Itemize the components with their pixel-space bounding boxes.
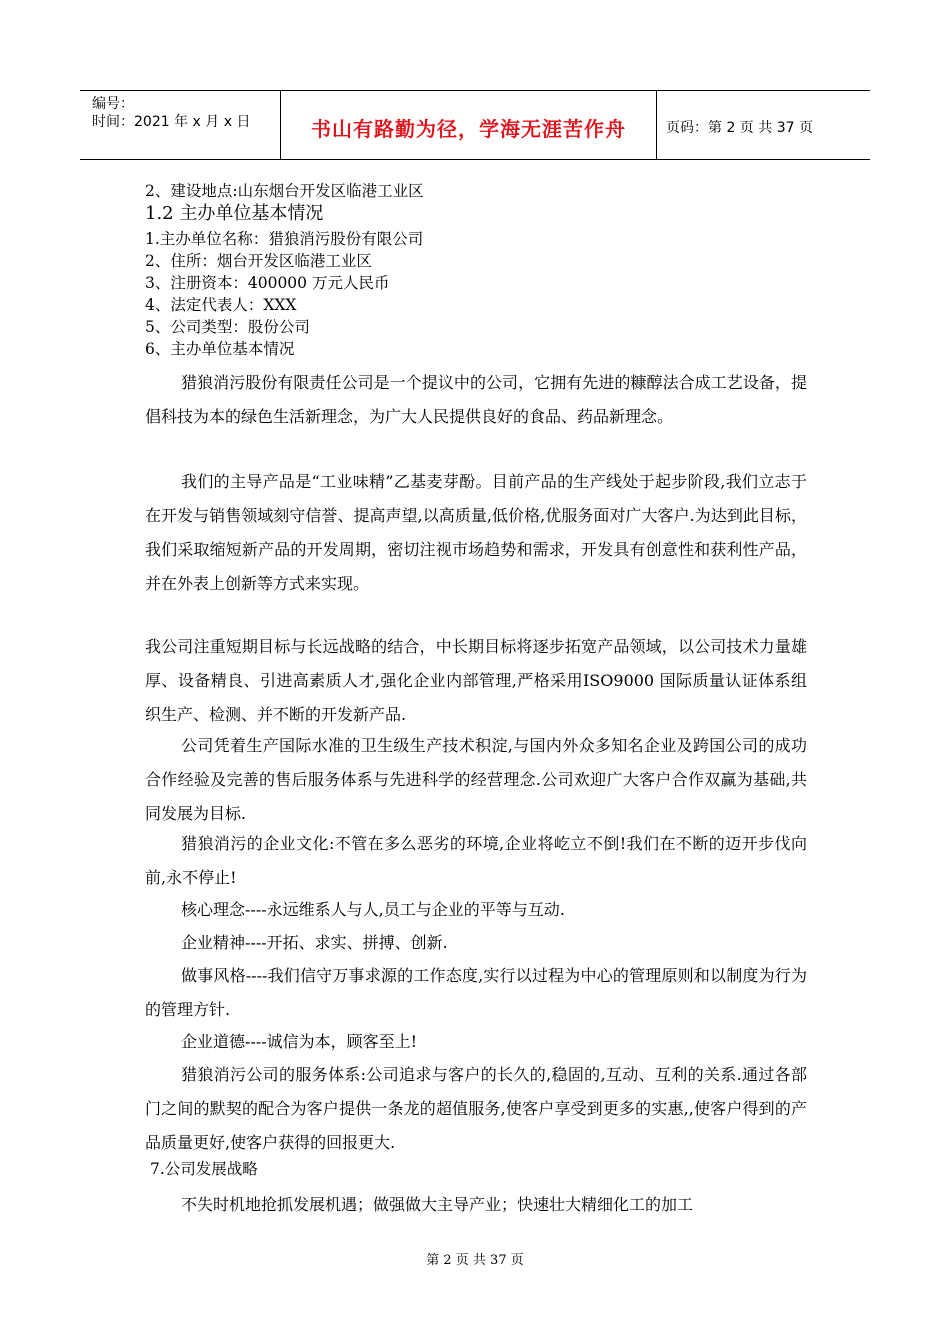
paragraph-products: 我们的主导产品是“工业味精”乙基麦芽酚。目前产品的生产线处于起步阶段,我们立志于在开发与销售领域刻守信誉、提高声望,以高质量,低价格,优服务面对广大客户.为达到此目标，我们采取缩短新产品的开发周期，密切注视市场趋势和需求，开发具有创意性和获利性产品，并在外表上创新等方式来实现。 — [145, 472, 807, 593]
paragraph-spirit: 企业精神----开拓、求实、拼搏、创新. — [181, 933, 448, 952]
header-page-info: 页码：第 2 页 共 37 页 — [666, 120, 813, 136]
paragraph-style: 做事风格----我们信守万事求源的工作态度,实行以过程为中心的管理原则和以制度为行为的管理方针. — [145, 966, 807, 1019]
address-line: 2、住所：烟台开发区临港工业区 — [145, 252, 372, 270]
paragraph-service: 猎狼消污公司的服务体系:公司追求与客户的长久的,稳固的,互动、互利的关系.通过各部门之间的默契的配合为客户提供一条龙的超值服务,使客户享受到更多的实惠,,使客户得到的产品质量更好,使客户获得的回报更大. — [145, 1065, 807, 1152]
header-meta — [80, 91, 280, 159]
header-motto: 书山有路勤为径，学海无涯苦作舟 — [311, 117, 626, 141]
paragraph-development: 不失时机地抢抓发展机遇；做强做大主导产业；快速壮大精细化工的加工 — [181, 1195, 694, 1214]
company-type-line: 5、公司类型：股份公司 — [145, 318, 310, 336]
section-heading-1-2: 1.2 主办单位基本情况 — [145, 203, 324, 224]
paragraph-intro: 猎狼消污股份有限责任公司是一个提议中的公司，它拥有先进的糠醇法合成工艺设备，提倡科技为本的绿色生活新理念，为广大人民提供良好的食品、药品新理念。 — [145, 373, 807, 426]
construction-site-line: 2、建设地点:山东烟台开发区临港工业区 — [145, 182, 424, 200]
serial-label: 编号： — [92, 96, 134, 112]
capital-line: 3、注册资本：400000 万元人民币 — [145, 274, 390, 292]
legal-rep-line: 4、法定代表人：XXX — [145, 296, 297, 314]
paragraph-cooperation: 公司凭着生产国际水准的卫生级生产技术积淀,与国内外众多知名企业及跨国公司的成功合作经验及完善的售后服务体系与先进科学的经营理念.公司欢迎广大客户合作双赢为基础,共同发展为目标. — [145, 736, 807, 823]
time-label: 时间：2021 年 x 月 x 日 — [92, 114, 251, 130]
page-footer: 第 2 页 共 37 页 — [426, 1253, 524, 1268]
paragraph-ethics: 企业道德----诚信为本，顾客至上! — [181, 1032, 418, 1051]
section-heading-7: 7.公司发展战略 — [150, 1160, 258, 1178]
header-page-cell — [656, 91, 870, 159]
paragraph-culture: 猎狼消污的企业文化:不管在多么恶劣的环境,企业将屹立不倒!我们在不断的迈开步伐向前,永不停止! — [145, 834, 807, 887]
sponsor-name-line: 1.主办单位名称：猎狼消污股份有限公司 — [145, 230, 424, 248]
paragraph-strategy: 我公司注重短期目标与长远战略的结合，中长期目标将逐步拓宽产品领域，以公司技术力量雄厚、设备精良、引进高素质人才,强化企业内部管理,严格采用ISO9000 国际质量认证体系组织生产、检测、并不断的开发新产品. — [145, 637, 807, 724]
sponsor-info-line: 6、主办单位基本情况 — [145, 340, 295, 358]
page-header — [80, 90, 870, 160]
paragraph-core-concept: 核心理念----永远维系人与人,员工与企业的平等与互动. — [181, 900, 565, 919]
header-motto-cell — [280, 91, 657, 159]
